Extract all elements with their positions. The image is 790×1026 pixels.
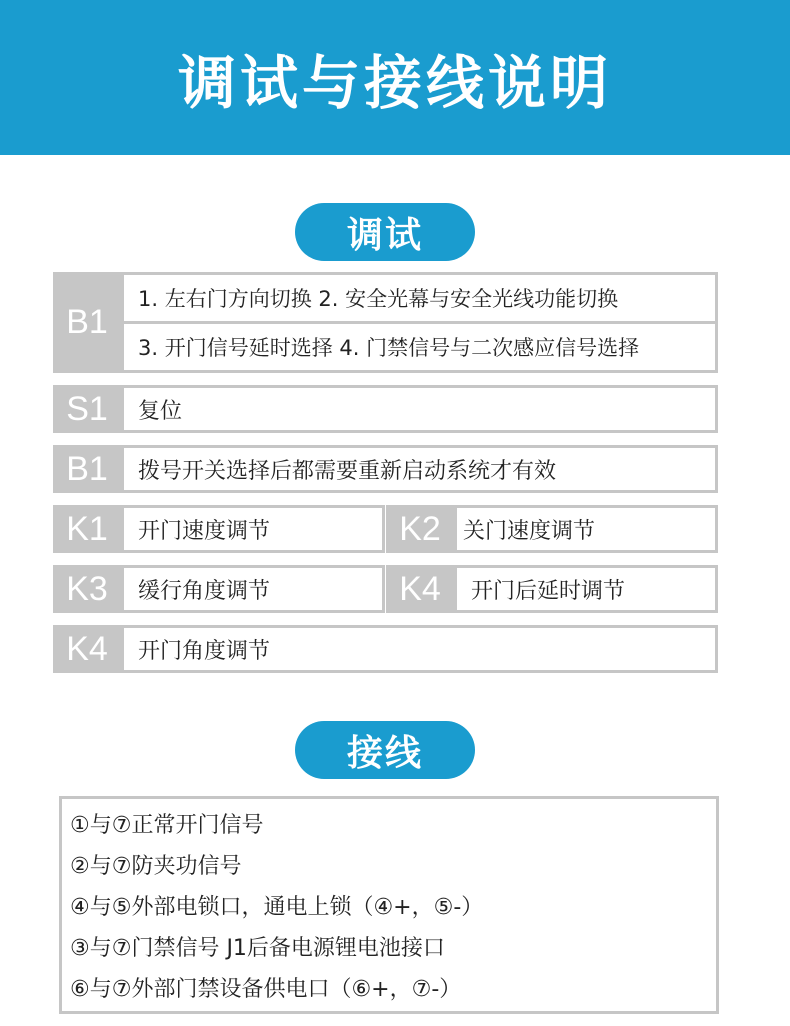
wiring-line: ②与⑦防夹功信号 [70, 854, 242, 879]
b1-note-row [53, 445, 718, 493]
page-title: 调试与接线说明 [177, 48, 612, 117]
k4-angle-text: 开门角度调节 [121, 625, 718, 673]
page-header [0, 0, 790, 155]
k4-angle-label: K4 [53, 625, 121, 673]
b1-option-line-1: 1. 左右门方向切换 2. 安全光幕与安全光线功能切换 [138, 287, 619, 311]
k1-text: 开门速度调节 [121, 505, 385, 553]
s1-label: S1 [53, 385, 121, 433]
k4-delay-label: K4 [386, 565, 454, 613]
k4-delay-text: 开门后延时调节 [454, 565, 718, 613]
k4-delay-row [386, 565, 718, 613]
wiring-line: ①与⑦正常开门信号 [70, 813, 264, 838]
b1-label: B1 [53, 272, 121, 373]
k3-label: K3 [53, 565, 121, 613]
k4-angle-row [53, 625, 718, 673]
wiring-line: ③与⑦门禁信号 J1后备电源锂电池接口 [70, 936, 445, 961]
wiring-list [59, 796, 719, 1014]
debug-section-badge: 调试 [295, 203, 475, 261]
s1-text: 复位 [121, 385, 718, 433]
b1-note-text: 拨号开关选择后都需要重新启动系统才有效 [121, 445, 718, 493]
wiring-line: ④与⑤外部电锁口，通电上锁（④+，⑤-） [70, 895, 484, 920]
b1-options [121, 272, 718, 373]
k3-text: 缓行角度调节 [121, 565, 385, 613]
k3-row [53, 565, 385, 613]
k1-row [53, 505, 385, 553]
b1-option-line-2: 3. 开门信号延时选择 4. 门禁信号与二次感应信号选择 [124, 321, 715, 370]
wiring-line: ⑥与⑦外部门禁设备供电口（⑥+，⑦-） [70, 977, 462, 1002]
wiring-section-badge: 接线 [295, 721, 475, 779]
b1-switch-row [53, 272, 718, 373]
b1-note-label: B1 [53, 445, 121, 493]
k2-row [386, 505, 718, 553]
k2-label: K2 [386, 505, 454, 553]
s1-row [53, 385, 718, 433]
k1-label: K1 [53, 505, 121, 553]
k2-text: 关门速度调节 [454, 505, 718, 553]
